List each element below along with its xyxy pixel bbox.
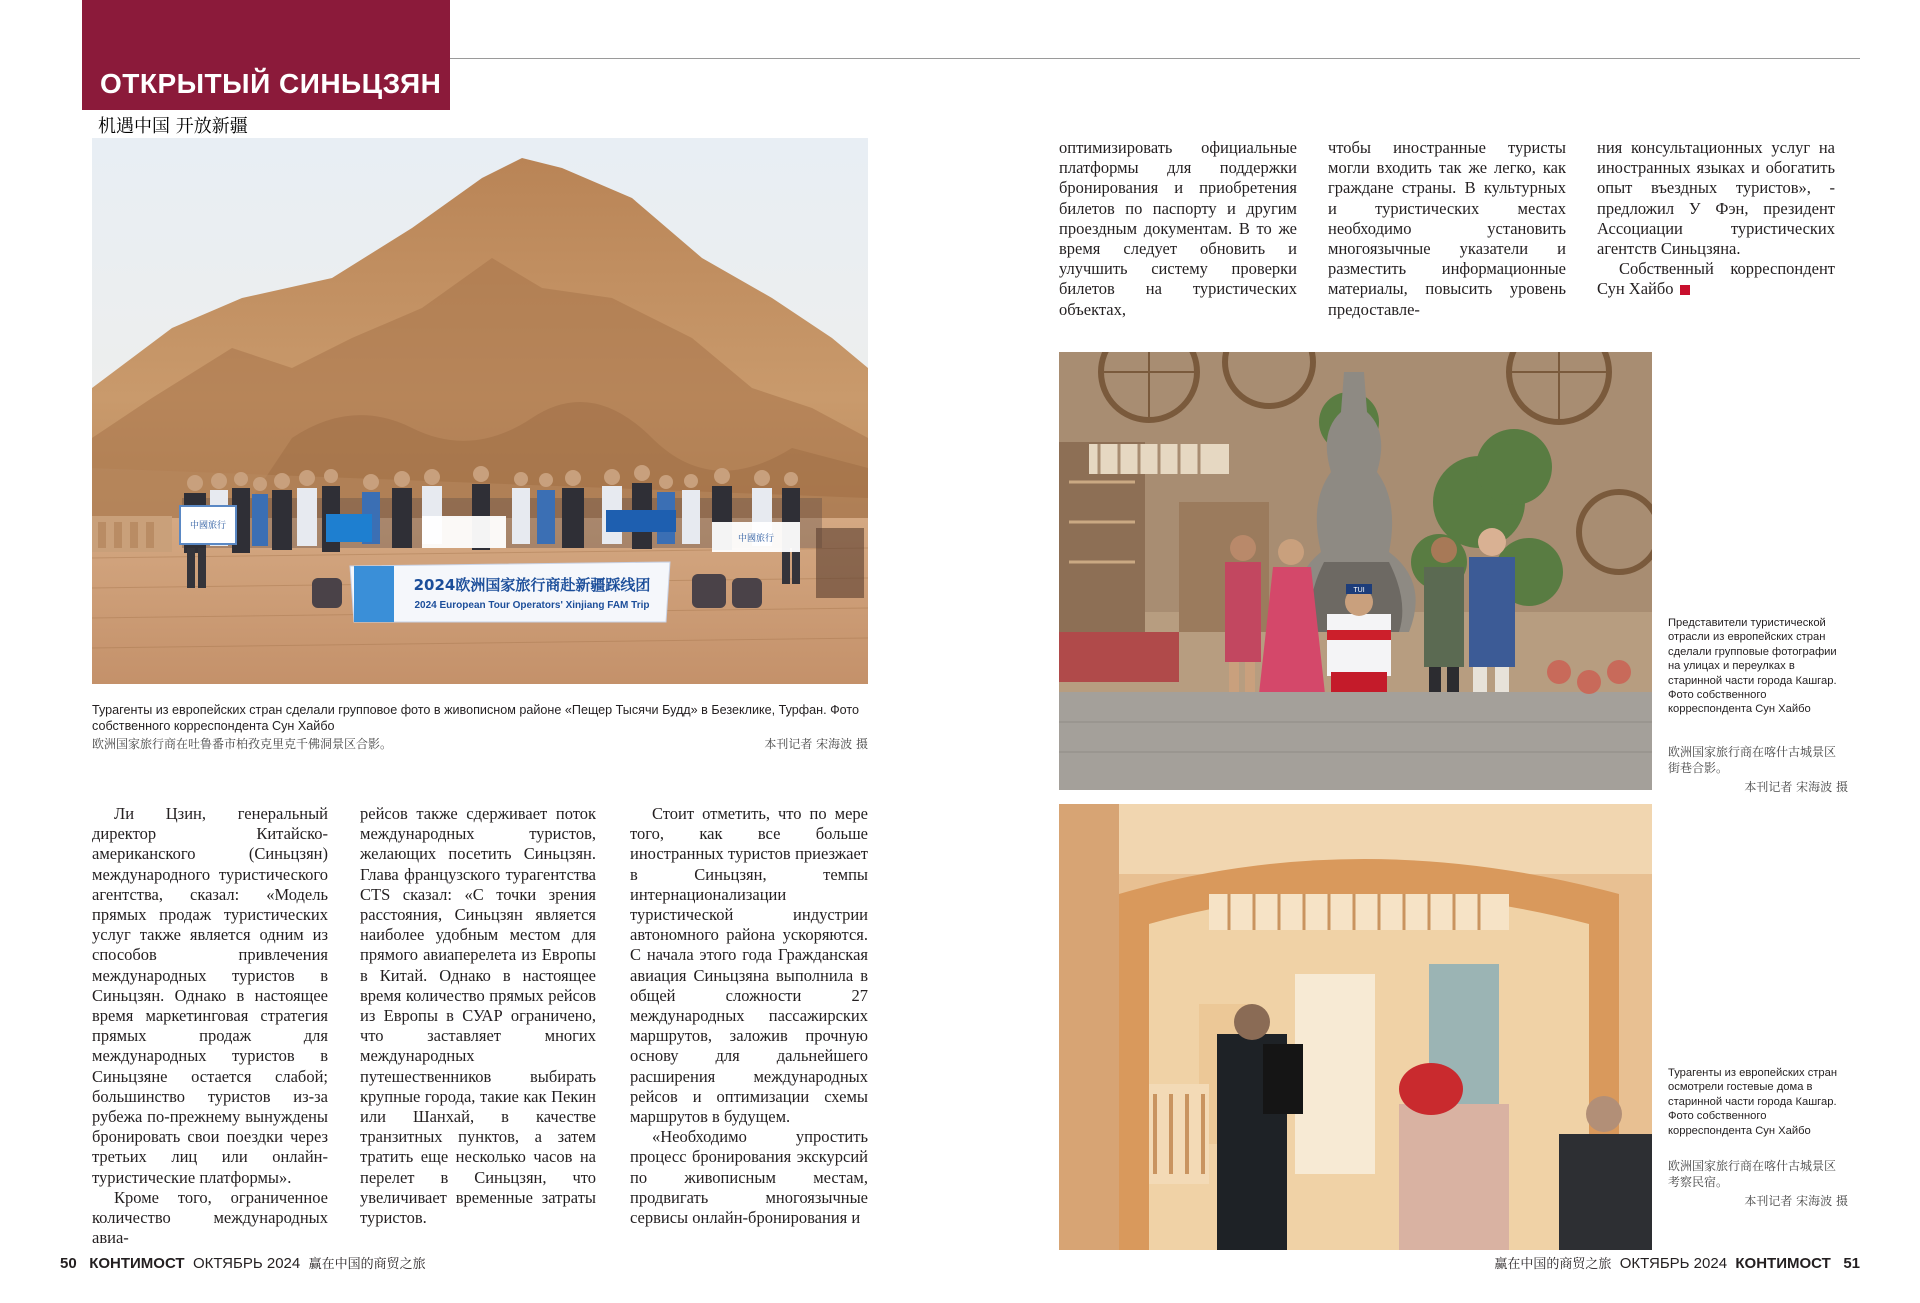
footer-right <box>1494 1253 1860 1272</box>
article-column-2 <box>360 804 596 1228</box>
article-column-5 <box>1328 138 1566 320</box>
banner-en: 2024 European Tour Operators' Xinjiang FAM Trip <box>414 600 650 611</box>
header-rule <box>450 58 1860 59</box>
slogan-right: 赢在中国的商贸之旅 <box>1494 1257 1612 1272</box>
photo-kashgar-street <box>1059 352 1652 790</box>
issue-date-right: ОКТЯБРЬ 2024 <box>1619 1255 1728 1272</box>
photo-kashgar-guesthouse <box>1059 804 1652 1250</box>
caption-main-ru: Турагенты из европейских стран сделали групповое фото в живописном районе «Пещер Тысячи Будд» в Безеклике, Турфан. Фото собственного корреспондента Сун Хайбо <box>92 703 860 733</box>
article-column-1 <box>92 804 328 1248</box>
credit-main-cn: 本刊记者 宋海波 摄 <box>764 737 868 751</box>
section-title: ОТКРЫТЫЙ СИНЬЦЗЯН <box>100 68 442 99</box>
signature-text: Собственный корреспондент Сун Хайбо <box>1597 259 1835 299</box>
page-number-right: 51 <box>1843 1255 1860 1272</box>
issue-date-left: ОКТЯБРЬ 2024 <box>192 1255 301 1272</box>
footer-left <box>60 1253 426 1272</box>
sign-right: 中國旅行 <box>737 534 775 544</box>
cap-badge: TUI <box>1353 587 1365 594</box>
col5-paragraph: чтобы иностранные туристы могли входить так же легко, как граждане страны. В культурных и туристических местах необходимо установить многоязычные указатели и разместить информационные материалы, повысить уровень предоставле- <box>1328 138 1566 319</box>
article-column-4 <box>1059 138 1297 320</box>
brand-right: КОНТИМОСТ <box>1735 1255 1831 1272</box>
col4-paragraph: оптимизировать официальные платформы для поддержки бронирования и приобретения билетов по паспорту и другим проездным документам. В то же время следует обновить и улучшить систему проверки билетов на туристических объектах, <box>1059 138 1297 319</box>
caption-guesthouse-cn: 欧洲国家旅行商在喀什古城景区考察民宿。 <box>1668 1159 1837 1189</box>
col2-paragraph: рейсов также сдерживает поток международных туристов, желающих посетить Синьцзян. Глава французского турагентства CTS сказал: «С точки зрения расстояния, Синьцзян является наиболее удобным местом для прямого авиаперелета из Европы в Китай. Однако в настоящее время количество прямых рейсов из Европы в СУАР ограничено, что заставляет многих международных путешественников выбирать крупные города, такие как Пекин или Шанхай, в качестве транзитных пунктов, а затем тратить еще несколько часов на перелет в Синьцзян, что увеличивает временные затраты туристов. <box>360 804 596 1228</box>
brand-left: КОНТИМОСТ <box>89 1255 185 1272</box>
photo-bezeklik-group <box>92 138 868 684</box>
col3-paragraph-1: Стоит отметить, что по мере того, как все больше иностранных туристов приезжает в Синьцзян, темпы интернационализации туристической индустрии автономного района ускоряются. С начала этого года Гражданская авиация Синьцзяна выполнила в общей сложности 27 международных пассажирских маршрутов, заложив прочную основу для дальнейшего расширения международных рейсов и оптимизации схемы маршрутов в будущем. <box>630 804 868 1127</box>
credit-guesthouse-cn: 本刊记者 宋海波 摄 <box>1744 1194 1848 1208</box>
caption-street-ru: Представители туристической отрасли из европейских стран сделали групповые фотографии на улицах и переулках в старинной части города Кашгар. Фото собственного корреспондента Сун Хайбо <box>1668 617 1837 716</box>
caption-guesthouse-ru: Турагенты из европейских стран осмотрели гостевые дома в старинной части города Кашгар. Фото собственного корреспондента Сун Хайбо <box>1668 1067 1838 1137</box>
col1-paragraph-1: Ли Цзин, генеральный директор Китайско-американского (Синьцзян) международного туристического агентства, сказал: «Модель прямых продаж туристических услуг также является одним из способов привлечения международных туристов в Синьцзян. Однако в настоящее время маркетинговая стратегия прямых продаж для международных туристов в Синьцзяне остается слабой; большинство туристов из-за рубежа по-прежнему вынуждены бронировать свои поездки через третьих лиц или онлайн-туристические платформы». <box>92 804 328 1187</box>
col6-paragraph-1: ния консультационных услуг на иностранных языках и обогатить опыт въездных туристов», - предложил У Фэн, президент Ассоциации туристических агентств Синьцзяна. <box>1597 138 1835 259</box>
slogan-left: 赢在中国的商贸之旅 <box>308 1257 426 1272</box>
col3-paragraph-2: «Необходимо упростить процесс бронирования экскурсий по живописным местам, продвигать многоязычные сервисы онлайн-бронирования и <box>630 1127 868 1228</box>
caption-main-cn: 欧洲国家旅行商在吐鲁番市柏孜克里克千佛洞景区合影。 <box>92 737 393 751</box>
credit-street-cn: 本刊记者 宋海波 摄 <box>1744 780 1848 794</box>
section-subtitle: 机遇中国 开放新疆 <box>98 116 248 137</box>
banner-cn: 2024欧洲国家旅行商赴新疆踩线团 <box>413 576 651 594</box>
caption-street-cn: 欧洲国家旅行商在喀什古城景区街巷合影。 <box>1668 745 1837 775</box>
article-column-6 <box>1597 138 1835 300</box>
sign-left: 中國旅行 <box>189 521 227 531</box>
end-mark-icon <box>1680 285 1690 295</box>
page-number-left: 50 <box>60 1255 77 1272</box>
col1-paragraph-2: Кроме того, ограниченное количество международных авиа- <box>92 1187 328 1248</box>
col6-signature <box>1597 259 1835 299</box>
article-column-3 <box>630 804 868 1228</box>
